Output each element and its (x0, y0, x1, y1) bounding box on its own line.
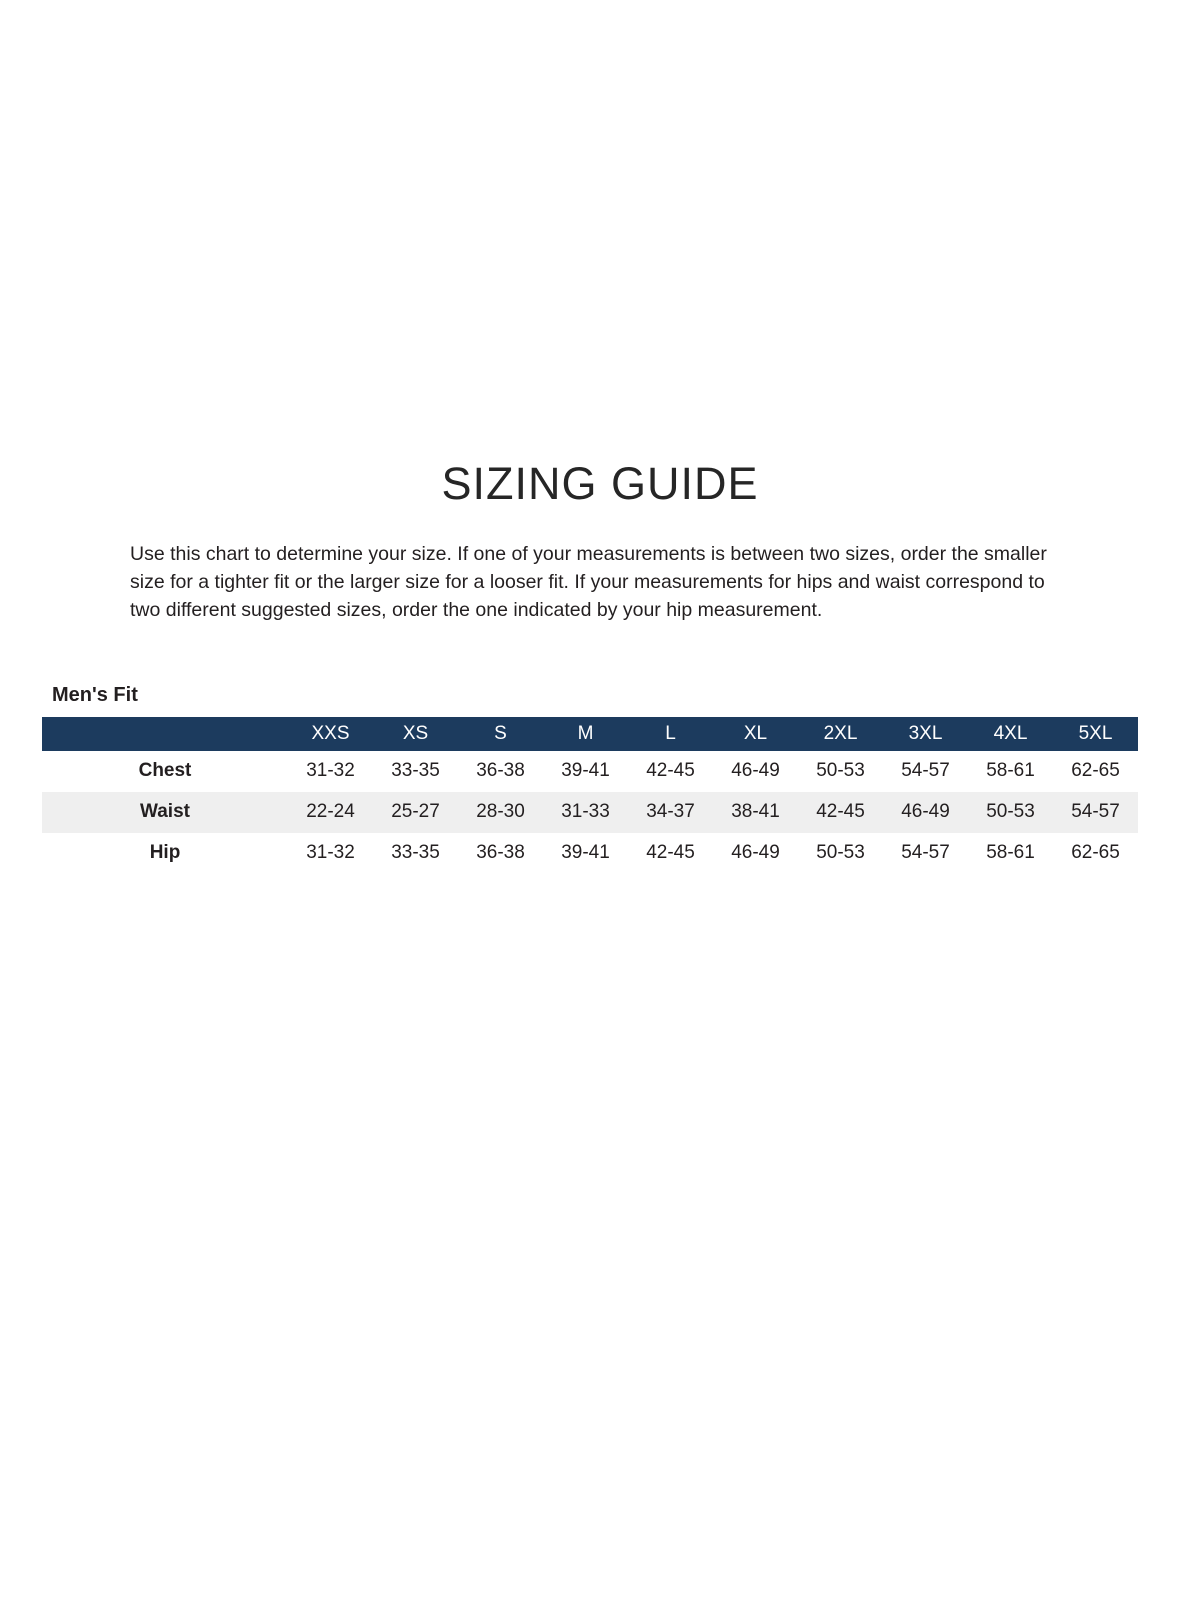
size-col-header-l: L (628, 717, 713, 751)
table-row-chest (42, 751, 1138, 792)
size-col-header-xxs: XXS (288, 717, 373, 751)
size-table-header-row (42, 717, 1138, 751)
size-col-header-xs: XS (373, 717, 458, 751)
hip-value: 36-38 (476, 842, 525, 864)
hip-value: 31-32 (306, 842, 355, 864)
row-label-chest: Chest (138, 760, 192, 782)
waist-value: 22-24 (306, 801, 355, 823)
chest-value: 42-45 (646, 760, 695, 782)
table-row-hip (42, 833, 1138, 874)
waist-value: 50-53 (986, 801, 1035, 823)
hip-value: 54-57 (901, 842, 950, 864)
size-col-header-2xl: 2XL (798, 717, 883, 751)
waist-value: 38-41 (731, 801, 780, 823)
chest-value: 58-61 (986, 760, 1035, 782)
chest-value: 33-35 (391, 760, 440, 782)
hip-value: 50-53 (816, 842, 865, 864)
chest-value: 54-57 (901, 760, 950, 782)
size-col-header-5xl: 5XL (1053, 717, 1138, 751)
hip-value: 62-65 (1071, 842, 1120, 864)
size-col-header-s: S (458, 717, 543, 751)
size-col-header-m: M (543, 717, 628, 751)
chest-value: 50-53 (816, 760, 865, 782)
intro-paragraph: Use this chart to determine your size. If one of your measurements is between two sizes, order the smaller size for a tighter fit or the larger size for a looser fit. If your measurements for hips and waist correspond to two different suggested sizes, order the one indicated by your hip measurement. (130, 542, 1047, 621)
row-label-waist: Waist (140, 801, 190, 823)
waist-value: 46-49 (901, 801, 950, 823)
section-label-mens-fit: Men's Fit (52, 683, 138, 706)
size-table-header-blank (42, 717, 288, 751)
chest-value: 62-65 (1071, 760, 1120, 782)
row-label-hip: Hip (149, 842, 181, 864)
size-col-header-3xl: 3XL (883, 717, 968, 751)
chest-value: 31-32 (306, 760, 355, 782)
hip-value: 58-61 (986, 842, 1035, 864)
waist-value: 28-30 (476, 801, 525, 823)
hip-value: 42-45 (646, 842, 695, 864)
waist-value: 25-27 (391, 801, 440, 823)
hip-value: 46-49 (731, 842, 780, 864)
mens-fit-size-table (42, 717, 1138, 874)
chest-value: 46-49 (731, 760, 780, 782)
chest-value: 36-38 (476, 760, 525, 782)
page-title: SIZING GUIDE (441, 458, 759, 509)
hip-value: 39-41 (561, 842, 610, 864)
waist-value: 42-45 (816, 801, 865, 823)
hip-value: 33-35 (391, 842, 440, 864)
chest-value: 39-41 (561, 760, 610, 782)
waist-value: 31-33 (561, 801, 610, 823)
size-col-header-xl: XL (713, 717, 798, 751)
table-row-waist (42, 792, 1138, 833)
waist-value: 34-37 (646, 801, 695, 823)
waist-value: 54-57 (1071, 801, 1120, 823)
size-col-header-4xl: 4XL (968, 717, 1053, 751)
